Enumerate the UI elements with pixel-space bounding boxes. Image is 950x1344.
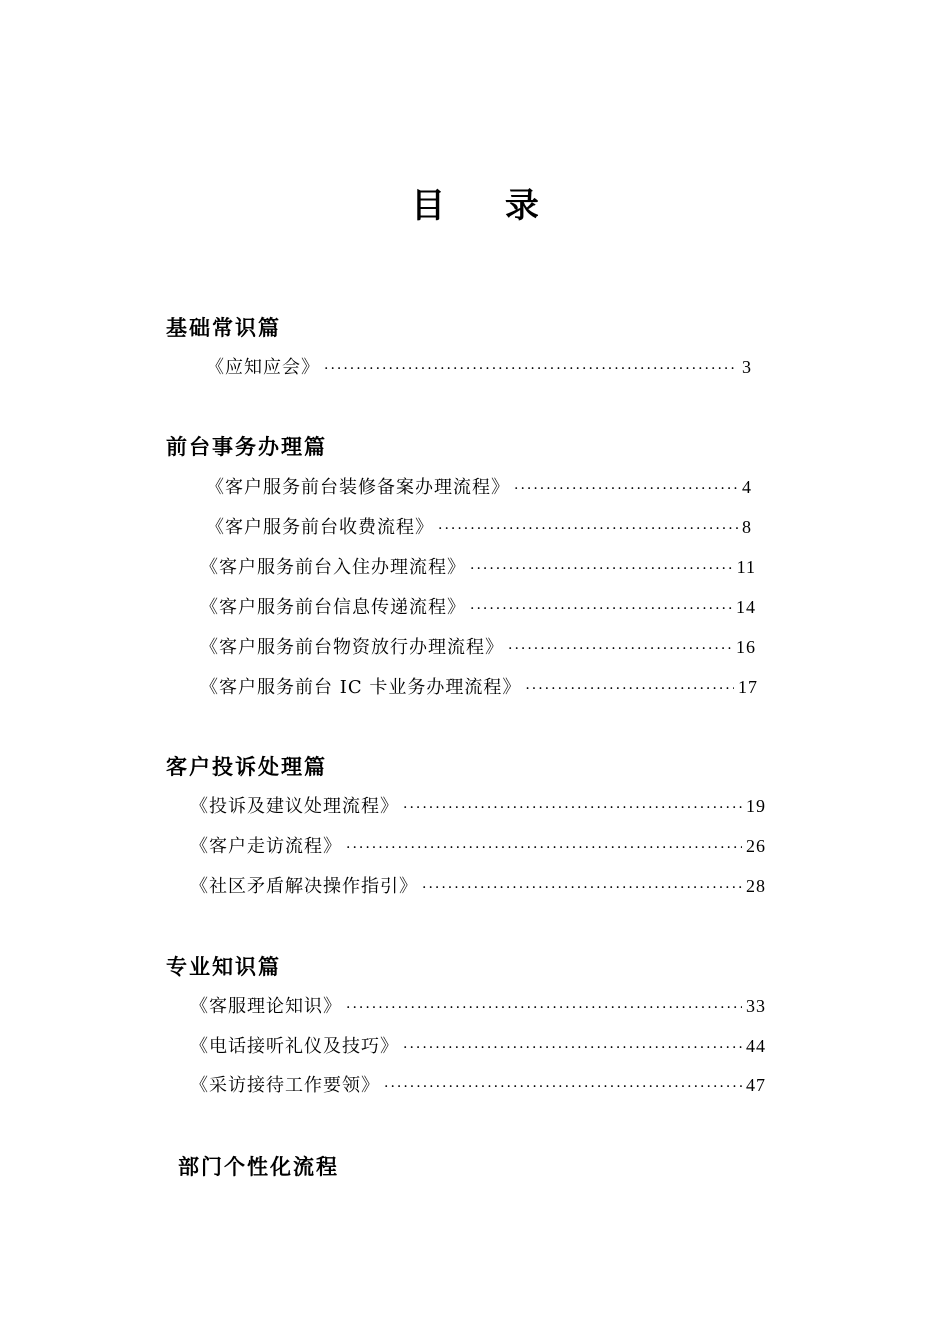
toc-entry[interactable] [190, 832, 766, 856]
dot-leader [470, 561, 733, 577]
toc-entry-title: 《客户服务前台收费流程》 [206, 517, 434, 538]
toc-entry[interactable] [190, 792, 766, 816]
toc-entry-page: 19 [746, 796, 766, 816]
toc-entry[interactable] [190, 1032, 766, 1056]
section-heading-basics: 基础常识篇 [166, 315, 281, 340]
section-heading-department: 部门个性化流程 [178, 1154, 339, 1179]
toc-entry-page: 17 [738, 677, 758, 697]
toc-entry[interactable] [206, 353, 752, 377]
toc-entry-title: 《客户服务前台装修备案办理流程》 [206, 477, 510, 498]
toc-entry[interactable] [190, 1071, 766, 1095]
section-heading-complaints: 客户投诉处理篇 [166, 754, 327, 779]
toc-entry-title: 《客户服务前台入住办理流程》 [200, 557, 466, 578]
toc-entry-title: 《投诉及建议处理流程》 [190, 796, 399, 817]
toc-entry-page: 47 [746, 1075, 766, 1095]
toc-entry[interactable] [190, 872, 766, 896]
page-title: 目 录 [411, 186, 563, 226]
section-heading-front-desk: 前台事务办理篇 [166, 434, 327, 459]
dot-leader [384, 1079, 742, 1095]
toc-entry-page: 16 [736, 637, 756, 657]
toc-entry[interactable] [200, 673, 758, 697]
toc-entry-title: 《客服理论知识》 [190, 996, 342, 1017]
toc-entry[interactable] [206, 513, 752, 537]
toc-entry-page: 3 [742, 357, 752, 377]
toc-entry-page: 11 [736, 557, 756, 577]
toc-entry[interactable] [200, 633, 756, 657]
dot-leader [514, 481, 738, 497]
dot-leader [470, 601, 732, 617]
toc-entry-page: 28 [746, 876, 766, 896]
dot-leader [525, 681, 734, 697]
toc-entry-title: 《应知应会》 [206, 357, 320, 378]
toc-entry-page: 33 [746, 996, 766, 1016]
dot-leader [403, 1040, 742, 1056]
dot-leader [438, 521, 738, 537]
toc-entry-title: 《电话接听礼仪及技巧》 [190, 1036, 399, 1057]
toc-entry-page: 14 [736, 597, 756, 617]
toc-entry[interactable] [206, 473, 752, 497]
dot-leader [403, 800, 742, 816]
toc-entry-title: 《客户服务前台 IC 卡业务办理流程》 [200, 677, 522, 698]
toc-entry-page: 8 [742, 517, 752, 537]
dot-leader [346, 840, 742, 856]
toc-entry-title: 《采访接待工作要领》 [190, 1075, 380, 1096]
dot-leader [422, 880, 742, 896]
dot-leader [346, 1000, 742, 1016]
toc-entry-page: 26 [746, 836, 766, 856]
dot-leader [324, 361, 738, 377]
toc-entry-page: 44 [746, 1036, 766, 1056]
dot-leader [508, 641, 732, 657]
toc-entry-title: 《客户走访流程》 [190, 836, 342, 857]
toc-entry-page: 4 [742, 477, 752, 497]
toc-entry[interactable] [200, 593, 756, 617]
section-heading-knowledge: 专业知识篇 [166, 954, 281, 979]
toc-entry-title: 《客户服务前台信息传递流程》 [200, 597, 466, 618]
toc-entry-title: 《客户服务前台物资放行办理流程》 [200, 637, 504, 658]
toc-entry[interactable] [200, 553, 756, 577]
toc-entry[interactable] [190, 992, 766, 1016]
toc-entry-title: 《社区矛盾解决操作指引》 [190, 876, 418, 897]
